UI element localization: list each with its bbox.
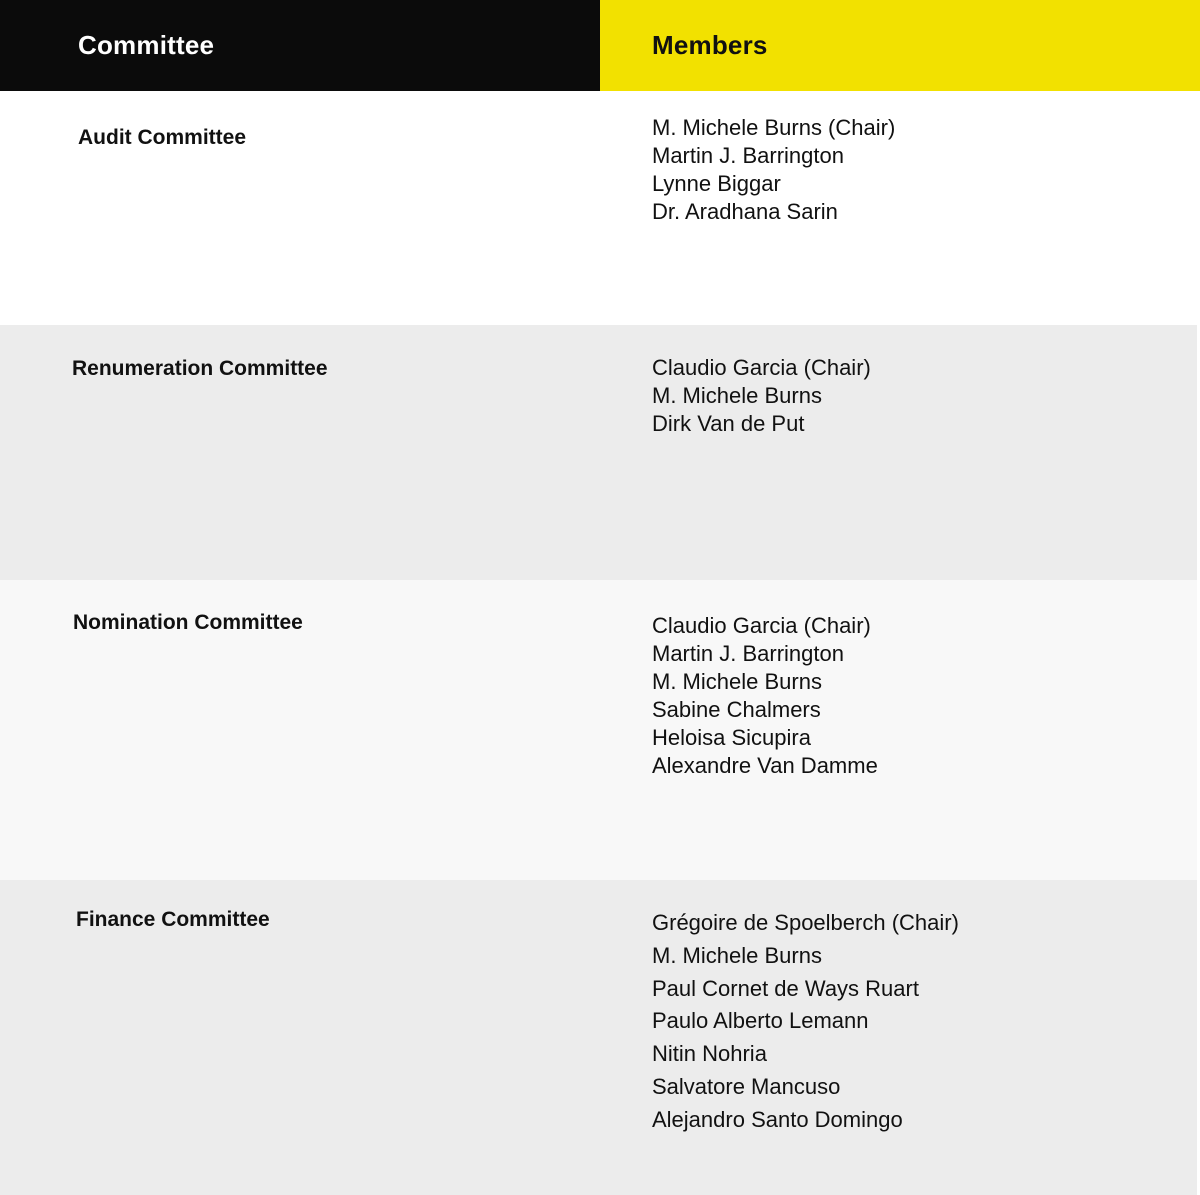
member-list <box>652 354 871 438</box>
member-name: M. Michele Burns <box>652 669 822 694</box>
header-committee-label: Committee <box>78 30 215 60</box>
member-name: Claudio Garcia (Chair) <box>652 355 871 380</box>
member-list <box>652 114 895 226</box>
table-header <box>0 0 1200 91</box>
member-name: Claudio Garcia (Chair) <box>652 613 871 638</box>
member-name: M. Michele Burns <box>652 383 822 408</box>
header-members-label: Members <box>652 30 768 60</box>
member-name: Paulo Alberto Lemann <box>652 1008 869 1034</box>
member-name: Alexandre Van Damme <box>652 753 878 778</box>
member-name: Sabine Chalmers <box>652 697 821 722</box>
member-name: Salvatore Mancuso <box>652 1073 841 1099</box>
member-list <box>652 612 878 780</box>
header-members-cell <box>600 0 1200 91</box>
header-committee-cell <box>0 0 600 91</box>
committee-name: Finance Committee <box>76 908 270 931</box>
member-name: M. Michele Burns <box>652 942 822 968</box>
member-name: Nitin Nohria <box>652 1041 767 1067</box>
member-name: Alejandro Santo Domingo <box>652 1106 903 1132</box>
member-name: M. Michele Burns (Chair) <box>652 115 896 140</box>
member-name: Dr. Aradhana Sarin <box>652 199 838 224</box>
committee-name: Audit Committee <box>78 126 246 149</box>
member-name: Paul Cornet de Ways Ruart <box>652 975 919 1001</box>
member-name: Dirk Van de Put <box>652 411 805 436</box>
committee-name: Renumeration Committee <box>72 357 328 380</box>
member-name: Martin J. Barrington <box>652 641 844 666</box>
table-row-nomination-committee <box>0 580 1197 880</box>
member-name: Heloisa Sicupira <box>652 725 811 750</box>
member-name: Grégoire de Spoelberch (Chair) <box>652 910 959 935</box>
table-row-finance-committee <box>0 880 1197 1195</box>
member-name: Martin J. Barrington <box>652 143 844 168</box>
member-list <box>652 907 959 1137</box>
table-row-renumeration-committee <box>0 325 1197 580</box>
table-row-audit-committee <box>0 91 1197 325</box>
member-name: Lynne Biggar <box>652 171 781 196</box>
committee-name: Nomination Committee <box>73 611 303 634</box>
